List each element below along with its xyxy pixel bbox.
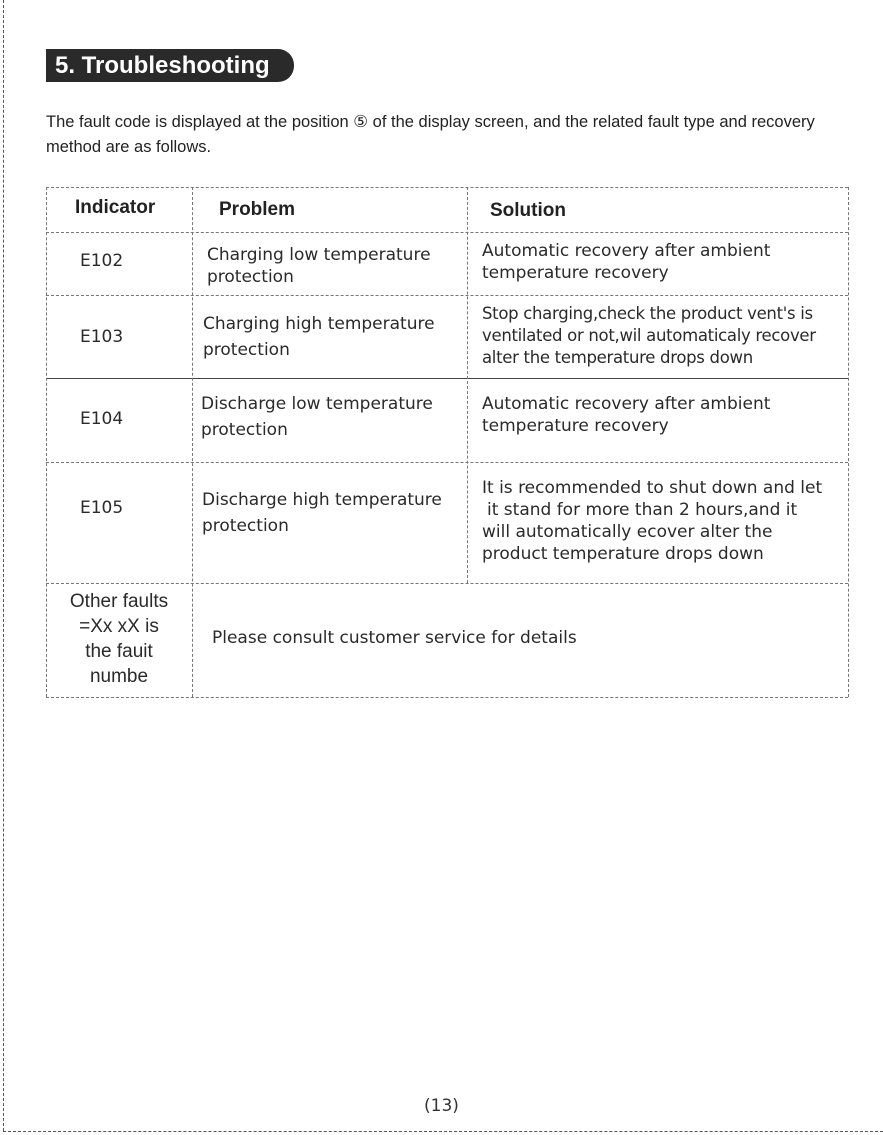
indicator-line: =Xx xX is (79, 616, 159, 637)
header-solution: Solution (490, 200, 566, 221)
row-other-indicator (46, 589, 192, 689)
problem-line: protection (203, 340, 290, 360)
page-border-left (3, 0, 4, 1131)
table-line (46, 187, 848, 188)
table-line (46, 232, 848, 233)
header-indicator: Indicator (75, 197, 156, 218)
table-line (192, 187, 193, 697)
solution-line: will automatically ecover alter the (482, 522, 773, 542)
row-e104-problem (201, 391, 433, 443)
row-other-solution: Please consult customer service for details (212, 628, 577, 648)
row-e104-solution (482, 393, 770, 437)
solution-line: ventilated or not,wil automaticaly recover (482, 326, 816, 345)
row-e103-solution (482, 303, 816, 369)
problem-line: Discharge low temperature (201, 394, 433, 414)
problem-line: Charging high temperature (203, 314, 435, 334)
page-border-bottom (3, 1131, 883, 1132)
solution-line: Automatic recovery after ambient (482, 394, 771, 414)
solution-line: alter the temperature drops down (482, 348, 753, 367)
table-line (46, 295, 848, 296)
table-line (848, 187, 849, 697)
solution-line: temperature recovery (482, 263, 669, 283)
table-line (467, 187, 468, 583)
row-e102-problem (207, 244, 431, 288)
solution-line: It is recommended to shut down and let (482, 478, 823, 498)
solution-line: Automatic recovery after ambient (482, 241, 771, 261)
row-e105-indicator: E105 (80, 498, 124, 518)
problem-line: protection (201, 420, 288, 440)
row-e105-problem (202, 487, 442, 539)
problem-line: protection (207, 267, 294, 287)
row-e104-indicator: E104 (80, 409, 124, 429)
intro-paragraph: The fault code is displayed at the position ⑤ of the display screen, and the related fault type and recovery method are as follows. (46, 113, 815, 156)
row-e102-solution (482, 240, 770, 284)
problem-line: Discharge high temperature (202, 490, 442, 510)
row-e103-indicator: E103 (80, 327, 124, 347)
table-line (46, 378, 848, 379)
page-number: (13) (424, 1096, 459, 1116)
indicator-line: numbe (89, 666, 149, 687)
solution-line: temperature recovery (482, 416, 669, 436)
solution-line: product temperature drops down (482, 544, 764, 564)
row-e105-solution (482, 477, 822, 565)
table-line (46, 697, 848, 698)
indicator-line: Other faults (69, 591, 169, 612)
troubleshooting-table (46, 187, 848, 697)
row-e103-problem (203, 311, 435, 363)
table-line (46, 583, 848, 584)
solution-line: Stop charging,check the product vent's is (482, 304, 813, 323)
table-line (46, 462, 848, 463)
indicator-line: the fauit (85, 641, 153, 662)
header-problem: Problem (219, 199, 296, 220)
row-e102-indicator: E102 (80, 251, 124, 271)
solution-line: it stand for more than 2 hours,and it (487, 500, 798, 520)
problem-line: Charging low temperature (207, 245, 431, 265)
section-title: 5. Troubleshooting (46, 49, 294, 82)
problem-line: protection (202, 516, 289, 536)
